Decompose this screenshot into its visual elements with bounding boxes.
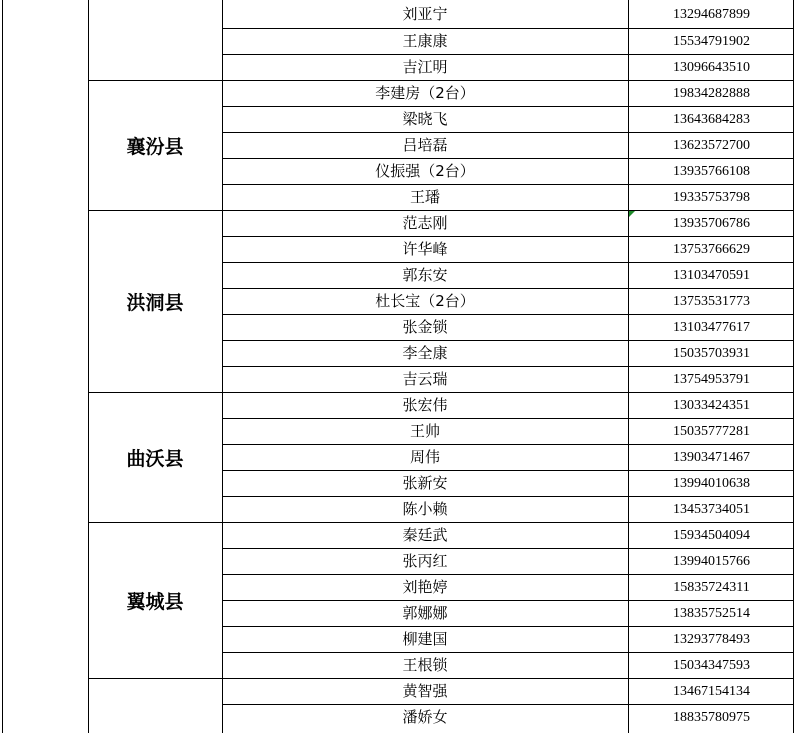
county-cell[interactable]: 翼城县 (88, 522, 222, 678)
table-row[interactable] (222, 470, 794, 496)
phone-number-cell[interactable]: 18835780975 (673, 710, 750, 725)
person-name-cell[interactable]: 王璠 (409, 188, 440, 206)
person-name-cell[interactable]: 刘艳婷 (402, 578, 448, 596)
table-row[interactable] (222, 418, 794, 444)
person-name-cell[interactable]: 吉云瑞 (402, 370, 448, 388)
phone-number-cell[interactable]: 15034347593 (673, 658, 750, 673)
phone-number-cell[interactable]: 13293778493 (673, 632, 750, 647)
phone-number-cell[interactable]: 13033424351 (673, 398, 750, 413)
person-name-cell[interactable]: 郭东安 (402, 266, 448, 284)
table-row[interactable] (222, 366, 794, 392)
phone-number-cell[interactable]: 13935706786 (673, 216, 750, 231)
phone-number-cell[interactable]: 13994015766 (673, 554, 750, 569)
table-row[interactable] (222, 600, 794, 626)
phone-number-cell[interactable]: 15835724311 (673, 580, 750, 595)
table-row[interactable] (222, 626, 794, 652)
comment-indicator-icon (629, 211, 635, 217)
table-row[interactable] (222, 444, 794, 470)
table-row[interactable] (222, 158, 794, 184)
person-name-cell[interactable]: 王根锁 (402, 656, 448, 674)
table-row[interactable] (222, 522, 794, 548)
county-cell[interactable]: 襄汾县 (88, 80, 222, 210)
county-cell[interactable] (88, 2, 222, 80)
phone-number-cell[interactable]: 13754953791 (673, 372, 750, 387)
phone-number-cell[interactable]: 13096643510 (673, 60, 750, 75)
person-name-cell[interactable]: 杜长宝（2台） (375, 292, 475, 310)
county-cell[interactable]: 洪洞县 (88, 210, 222, 392)
table-row[interactable] (222, 28, 794, 54)
table-row[interactable] (222, 184, 794, 210)
person-name-cell[interactable]: 王帅 (409, 422, 440, 440)
phone-number-cell[interactable]: 15534791902 (673, 34, 750, 49)
table-row[interactable] (222, 262, 794, 288)
person-name-cell[interactable]: 柳建国 (402, 630, 448, 648)
table-row[interactable] (222, 704, 794, 730)
table-row[interactable] (222, 132, 794, 158)
table-row[interactable] (222, 548, 794, 574)
phone-number-cell[interactable]: 13467154134 (673, 684, 750, 699)
person-name-cell[interactable]: 李全康 (402, 344, 448, 362)
person-name-cell[interactable]: 潘娇女 (402, 708, 448, 726)
county-cell[interactable]: 曲沃县 (88, 392, 222, 522)
table-row[interactable] (222, 210, 794, 236)
table-row[interactable] (222, 106, 794, 132)
person-name-cell[interactable]: 周伟 (409, 448, 440, 466)
phone-number-cell[interactable]: 15035703931 (673, 346, 750, 361)
person-name-cell[interactable]: 仪振强（2台） (375, 162, 475, 180)
person-name-cell[interactable]: 吉江明 (402, 58, 448, 76)
phone-number-cell[interactable]: 13643684283 (673, 112, 750, 127)
phone-number-cell[interactable]: 13903471467 (673, 450, 750, 465)
table-row[interactable] (222, 340, 794, 366)
person-name-cell[interactable]: 秦廷武 (402, 526, 448, 544)
phone-number-cell[interactable]: 13453734051 (673, 502, 750, 517)
table-row[interactable] (222, 2, 794, 28)
table-row[interactable] (222, 288, 794, 314)
table-row[interactable] (222, 314, 794, 340)
phone-number-cell[interactable]: 13835752514 (673, 606, 750, 621)
person-name-cell[interactable]: 张丙红 (402, 552, 448, 570)
phone-number-cell[interactable]: 13935766108 (673, 164, 750, 179)
phone-number-cell[interactable]: 13294687899 (673, 7, 750, 22)
phone-number-cell[interactable]: 15934504094 (673, 528, 750, 543)
phone-number-cell[interactable]: 13103477617 (673, 320, 750, 335)
person-name-cell[interactable]: 刘亚宁 (402, 5, 448, 23)
table-row[interactable] (222, 574, 794, 600)
person-name-cell[interactable]: 陈小赖 (402, 500, 448, 518)
person-name-cell[interactable]: 郭娜娜 (402, 604, 448, 622)
table-row[interactable] (222, 392, 794, 418)
phone-number-cell[interactable]: 13994010638 (673, 476, 750, 491)
person-name-cell[interactable]: 王康康 (402, 32, 448, 50)
table-row[interactable] (222, 496, 794, 522)
phone-number-cell[interactable]: 13103470591 (673, 268, 750, 283)
person-name-cell[interactable]: 李建房（2台） (375, 84, 475, 102)
table-row[interactable] (222, 54, 794, 80)
county-cell[interactable] (88, 678, 222, 730)
person-name-cell[interactable]: 黄智强 (402, 682, 448, 700)
table-row[interactable] (222, 652, 794, 678)
person-name-cell[interactable]: 吕培磊 (402, 136, 448, 154)
phone-number-cell[interactable]: 13753766629 (673, 242, 750, 257)
person-name-cell[interactable]: 梁晓飞 (402, 110, 448, 128)
person-name-cell[interactable]: 范志刚 (402, 214, 448, 232)
table-row[interactable] (222, 236, 794, 262)
table-left-border (2, 0, 3, 733)
phone-number-cell[interactable]: 19834282888 (673, 86, 750, 101)
phone-number-cell[interactable]: 19335753798 (673, 190, 750, 205)
phone-number-cell[interactable]: 13623572700 (673, 138, 750, 153)
phone-number-cell[interactable]: 15035777281 (673, 424, 750, 439)
person-name-cell[interactable]: 张新安 (402, 474, 448, 492)
table-row[interactable] (222, 80, 794, 106)
person-name-cell[interactable]: 张金锁 (402, 318, 448, 336)
table-row[interactable] (222, 678, 794, 704)
phone-number-cell[interactable]: 13753531773 (673, 294, 750, 309)
person-name-cell[interactable]: 许华峰 (402, 240, 448, 258)
person-name-cell[interactable]: 张宏伟 (402, 396, 448, 414)
